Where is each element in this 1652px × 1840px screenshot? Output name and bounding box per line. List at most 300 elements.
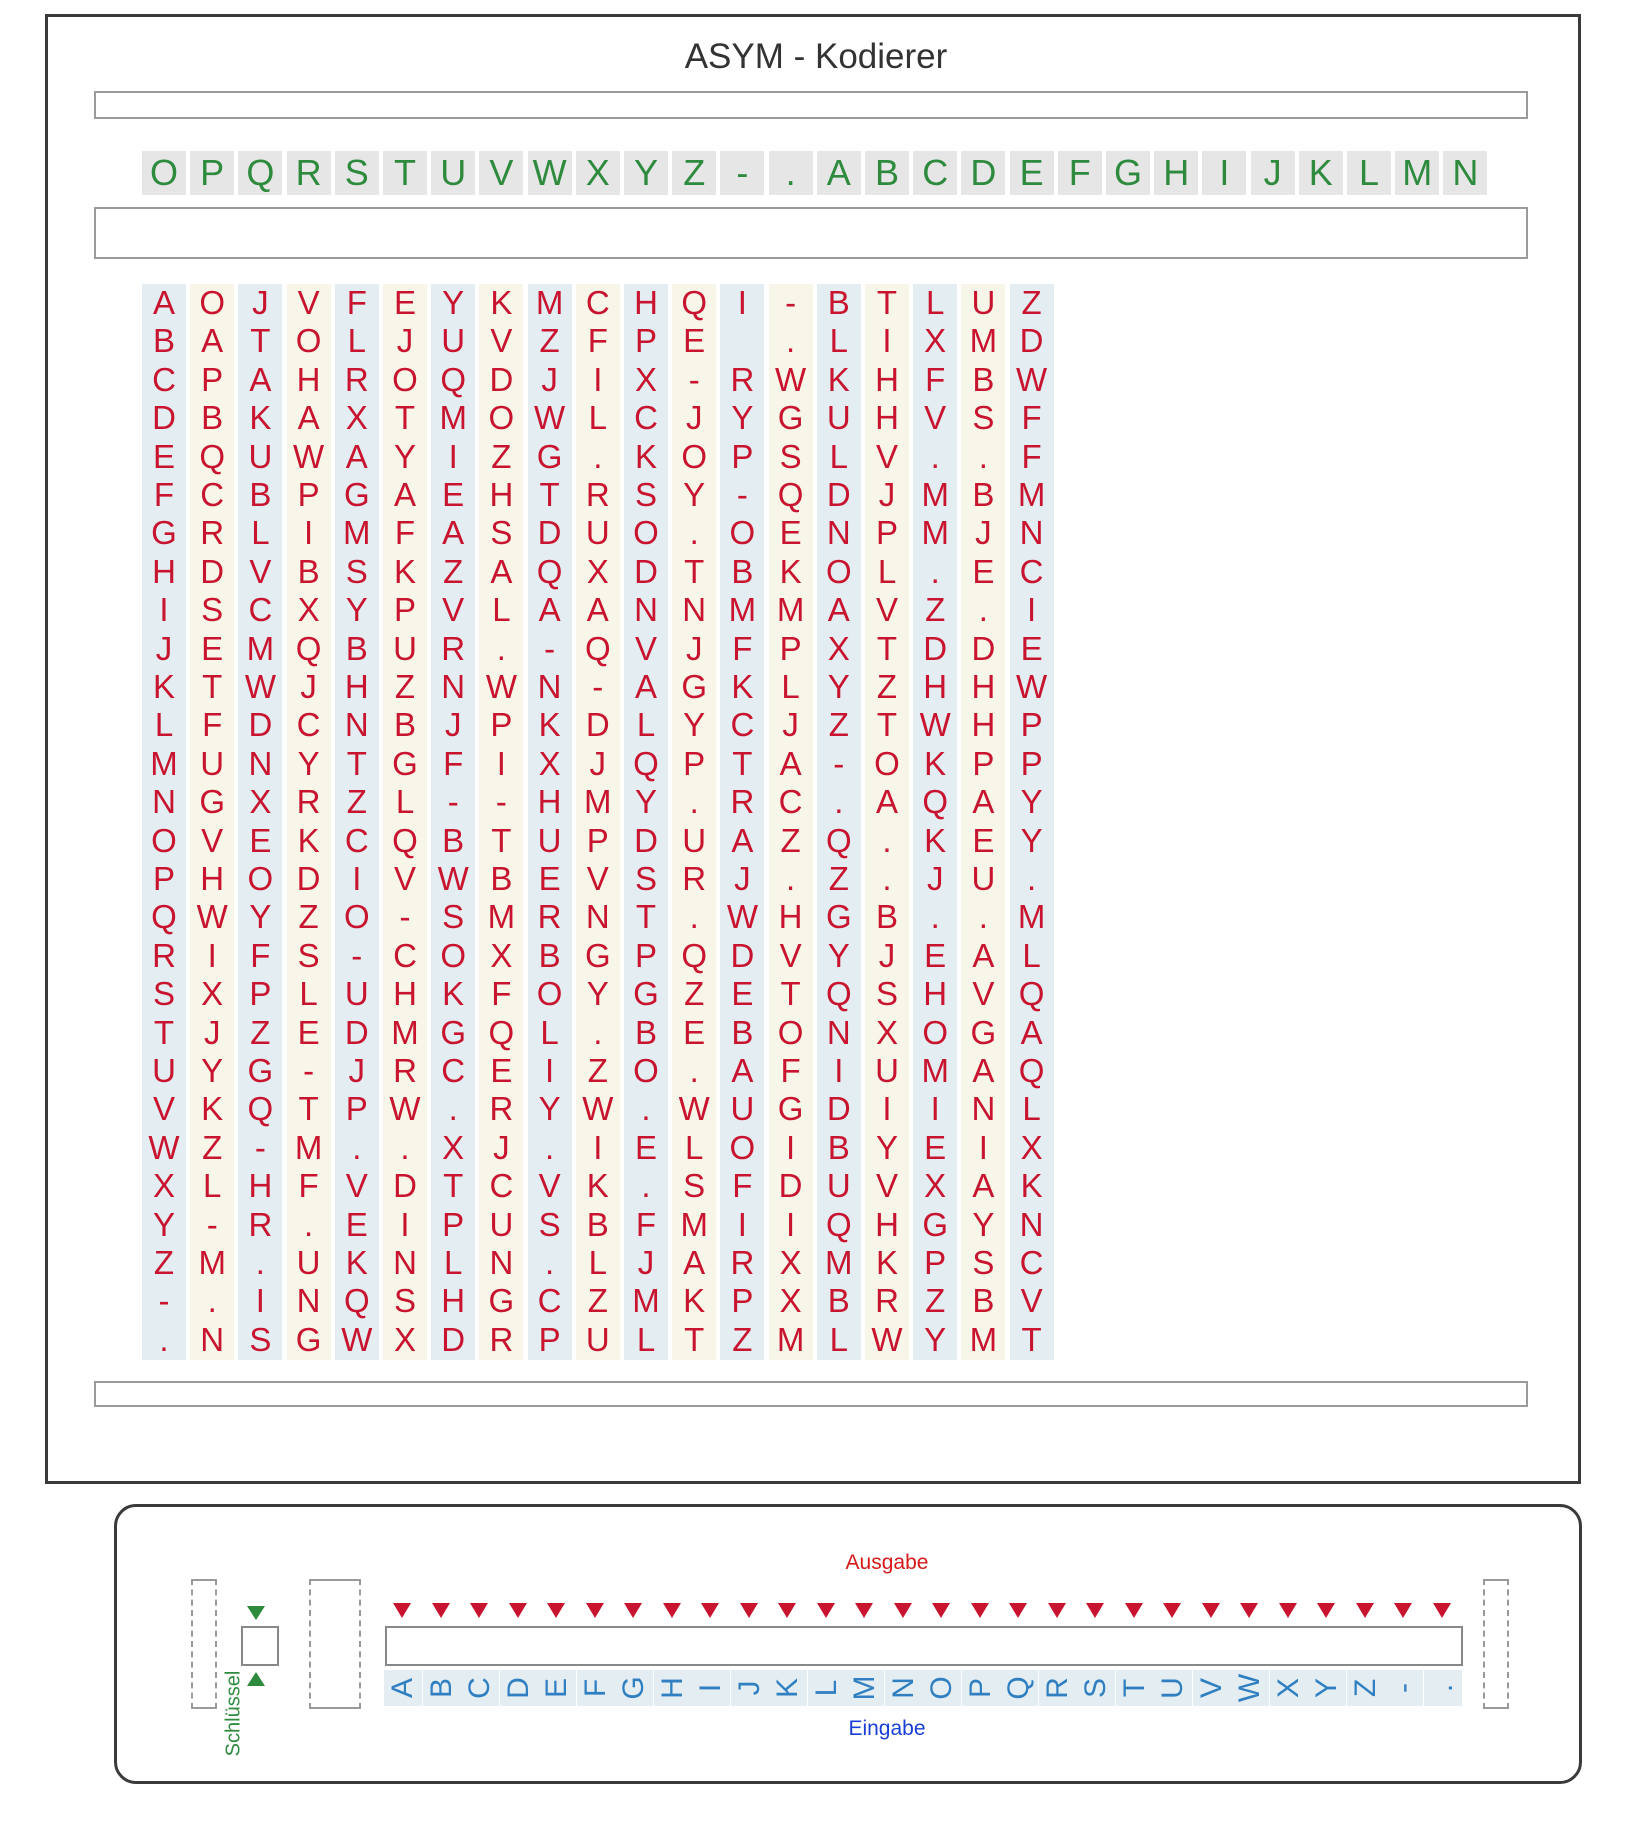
cipher-letter: . [786, 860, 796, 897]
cipher-letter: A [972, 1167, 995, 1205]
cipher-letter: N [489, 1244, 514, 1281]
output-arrow-icon [932, 1603, 950, 1618]
cipher-letter: D [248, 706, 273, 744]
cipher-letter: V [1020, 1282, 1043, 1320]
cipher-letter: K [634, 437, 657, 475]
input-letter[interactable]: D [500, 1670, 538, 1706]
cipher-letter: T [684, 1320, 705, 1358]
cipher-letter: . [496, 629, 506, 667]
cipher-letter: W [341, 1320, 373, 1358]
cipher-letter: N [248, 744, 273, 782]
cipher-letter: G [295, 1320, 322, 1358]
cipher-letter: I [882, 322, 892, 360]
cipher-letter: O [874, 744, 900, 782]
cipher-letter: K [779, 552, 802, 590]
cipher-letter: P [683, 744, 706, 782]
cipher-letter: M [439, 399, 467, 437]
cipher-letter: E [924, 1128, 947, 1166]
cipher-letter: U [971, 284, 996, 321]
cipher-letter: M [728, 591, 757, 629]
input-letter[interactable]: N [885, 1670, 923, 1706]
cipher-letter: I [882, 1090, 892, 1128]
cipher-letter: P [731, 437, 754, 475]
cipher-letter: M [391, 1013, 419, 1051]
cipher-letter: I [786, 1205, 796, 1243]
cipher-letter: M [343, 514, 371, 552]
cipher-letter: N [344, 706, 369, 744]
cipher-letter: R [682, 860, 707, 897]
input-letter[interactable]: A [384, 1670, 422, 1706]
cipher-letter: Q [392, 821, 418, 859]
cipher-letter: I [737, 284, 747, 321]
cipher-letter: . [689, 783, 699, 821]
cipher-letter: S [442, 898, 465, 936]
cipher-letter: A [345, 437, 368, 475]
cipher-letter: B [972, 476, 995, 513]
input-letter[interactable]: - [1385, 1670, 1423, 1706]
cipher-letter: - [399, 898, 411, 936]
cipher-letter: O [777, 1013, 804, 1051]
cipher-letter: L [347, 322, 366, 360]
cipher-letter: X [634, 360, 657, 398]
cipher-letter: Y [586, 975, 609, 1013]
cipher-letter: F [732, 629, 753, 667]
cipher-letter: T [684, 552, 705, 590]
cipher-letter: A [1020, 1013, 1043, 1051]
output-arrow-icon [663, 1603, 681, 1618]
cipher-letter: Z [443, 552, 464, 590]
cipher-letter: X [538, 744, 561, 782]
cipher-letter: L [685, 1128, 704, 1166]
cipher-letter: B [393, 706, 416, 744]
cipher-letter: . [689, 898, 699, 936]
cipher-letter: B [297, 552, 320, 590]
key-letter: L [1347, 151, 1391, 195]
cipher-letter: S [634, 476, 657, 513]
input-letter[interactable]: K [769, 1670, 807, 1706]
key-letter: . [769, 151, 813, 195]
cipher-letter: V [297, 284, 320, 321]
key-letter: R [287, 151, 331, 195]
output-arrow-icon [1048, 1603, 1066, 1618]
cipher-letter: L [829, 437, 848, 475]
cipher-letter: R [730, 360, 755, 398]
cipher-letter: H [537, 783, 562, 821]
cipher-letter: J [878, 936, 896, 974]
cipher-letter: H [296, 360, 321, 398]
cipher-letter: S [779, 437, 802, 475]
cipher-column [190, 284, 234, 1360]
cipher-letter: Z [732, 1320, 753, 1358]
cipher-letter: I [207, 936, 217, 974]
cipher-column [769, 284, 813, 1360]
cipher-letter: M [535, 284, 564, 321]
key-letter: X [576, 151, 620, 195]
cipher-letter: X [1020, 1128, 1043, 1166]
cipher-letter: E [634, 1128, 657, 1166]
cipher-letter: O [199, 284, 226, 321]
input-letter[interactable]: G [615, 1670, 653, 1706]
cipher-letter: G [970, 1013, 997, 1051]
cipher-letter: O [633, 514, 659, 552]
cipher-letter: E [924, 936, 947, 974]
cipher-letter: A [731, 1052, 754, 1089]
cipher-letter: A [490, 552, 513, 590]
cipher-letter: J [348, 1052, 366, 1089]
cipher-letter: J [493, 1128, 510, 1166]
output-arrow-icon [1356, 1603, 1374, 1618]
cipher-letter: I [496, 744, 506, 782]
cipher-letter: Y [297, 744, 320, 782]
cipher-letter: W [293, 437, 325, 475]
input-letter[interactable]: T [1116, 1670, 1154, 1706]
cipher-letter: U [489, 1205, 514, 1243]
output-slot-top[interactable] [94, 91, 1528, 119]
cipher-letter: M [921, 1052, 949, 1089]
cipher-letter: - [158, 1282, 170, 1320]
cipher-letter: R [393, 1052, 417, 1089]
input-label: Eingabe [848, 1717, 926, 1740]
cipher-letter: L [877, 552, 897, 590]
cipher-letter: P [442, 1205, 465, 1243]
cipher-letter: . [593, 437, 603, 475]
cipher-letter: B [249, 476, 272, 513]
cipher-letter: L [299, 975, 318, 1013]
cipher-letter: L [636, 706, 656, 744]
output-arrow-icon [1009, 1603, 1027, 1618]
cipher-letter: I [978, 1128, 988, 1166]
input-letter[interactable]: I [692, 1670, 730, 1706]
cipher-letter: Q [440, 360, 467, 398]
cipher-letter: B [731, 552, 754, 590]
cipher-letter: D [489, 360, 514, 398]
input-letter[interactable]: R [1039, 1670, 1077, 1706]
cipher-letter: L [588, 1244, 607, 1281]
cipher-letter: L [781, 668, 800, 705]
cipher-letter: N [585, 898, 610, 936]
cipher-letter: D [152, 399, 176, 437]
cipher-letter: X [827, 629, 850, 667]
cipher-letter: F [1021, 399, 1042, 437]
cipher-letter: V [249, 552, 272, 590]
cipher-letter: L [829, 322, 848, 360]
input-letter[interactable]: O [923, 1670, 961, 1706]
cipher-letter: Q [247, 1090, 274, 1128]
input-letter[interactable]: Z [1347, 1670, 1385, 1706]
key-letter: K [1299, 151, 1343, 195]
output-arrow-icon [1317, 1603, 1335, 1618]
output-arrow-icon [1394, 1603, 1412, 1618]
cipher-letter: I [834, 1052, 844, 1089]
cipher-letter: V [634, 629, 657, 667]
cipher-letter: T [298, 1090, 319, 1128]
key-letter: P [190, 151, 234, 195]
cipher-letter: . [545, 1244, 555, 1281]
output-arrow-icon [817, 1603, 835, 1618]
cipher-letter: K [345, 1244, 368, 1281]
cipher-letter: M [1017, 476, 1046, 513]
cipher-letter: S [152, 975, 175, 1013]
cipher-letter: Q [922, 783, 949, 821]
cipher-letter: U [585, 514, 610, 552]
cipher-letter: . [689, 514, 699, 552]
cipher-letter: F [635, 1205, 657, 1243]
cipher-letter: N [537, 668, 562, 705]
cipher-column [528, 284, 572, 1360]
cipher-letter: Y [345, 591, 368, 629]
cipher-letter: H [152, 552, 176, 590]
cipher-letter: T [394, 399, 416, 437]
output-arrow-icon [1279, 1603, 1297, 1618]
input-letter[interactable]: X [1270, 1670, 1308, 1706]
cipher-letter: V [345, 1167, 368, 1205]
cipher-letter: Y [634, 783, 657, 821]
cipher-letter: Y [201, 1052, 224, 1089]
cipher-letter: B [731, 1013, 754, 1051]
cipher-letter: L [926, 284, 945, 321]
cipher-letter: Z [684, 975, 705, 1013]
cipher-letter: E [972, 821, 995, 859]
cipher-letter: G [633, 975, 659, 1013]
input-letter[interactable]: M [846, 1670, 884, 1706]
cipher-letter: D [971, 629, 996, 667]
cipher-letter: W [196, 898, 228, 936]
cipher-letter: N [1019, 1205, 1044, 1243]
output-arrow-icon [624, 1603, 642, 1618]
input-letter[interactable]: B [423, 1670, 461, 1706]
cipher-letter: Q [151, 898, 177, 936]
output-slot-bottom[interactable] [94, 1381, 1528, 1407]
cipher-letter: Q [681, 936, 708, 974]
cipher-letter: Y [1020, 821, 1043, 859]
cipher-letter: A [731, 821, 754, 859]
cipher-letter: R [248, 1205, 273, 1243]
output-arrow-icon [470, 1603, 488, 1618]
cipher-letter: E [779, 514, 802, 552]
cipher-letter: L [588, 399, 607, 437]
cipher-letter: B [538, 936, 561, 974]
cipher-letter: H [923, 975, 948, 1013]
cipher-letter: R [875, 1282, 899, 1320]
cipher-letter: K [1020, 1167, 1043, 1205]
cipher-letter: Z [587, 1052, 608, 1089]
cipher-letter: S [393, 1282, 416, 1320]
cipher-letter: O [536, 975, 563, 1013]
input-letter[interactable]: U [1154, 1670, 1192, 1706]
key-down-arrow[interactable] [247, 1606, 265, 1620]
cipher-letter: M [921, 476, 949, 513]
cipher-letter: J [541, 360, 558, 398]
cipher-letter: B [201, 399, 224, 437]
input-letter[interactable]: J [731, 1670, 769, 1706]
cipher-letter: C [441, 1052, 466, 1089]
cipher-letter: P [586, 821, 609, 859]
cipher-letter: D [537, 514, 562, 552]
output-arrow-icon [855, 1603, 873, 1618]
cipher-letter: W [1016, 668, 1048, 705]
cipher-letter: H [875, 1205, 899, 1243]
cipher-letter: R [537, 898, 562, 936]
cipher-letter: P [634, 322, 657, 360]
cipher-column [238, 284, 282, 1360]
cipher-letter: O [247, 860, 274, 897]
cipher-letter: - [495, 783, 507, 821]
output-label: Ausgabe [845, 1551, 929, 1574]
input-letter[interactable]: Q [1000, 1670, 1038, 1706]
cipher-letter: Q [825, 975, 852, 1013]
cipher-letter: J [300, 668, 317, 705]
cipher-letter: D [923, 629, 948, 667]
cipher-letter: W [244, 668, 276, 705]
cipher-letter: B [827, 1282, 850, 1320]
input-letter[interactable]: L [808, 1670, 846, 1706]
cipher-letter: P [875, 514, 898, 552]
cipher-letter: Z [153, 1244, 175, 1281]
cipher-letter: O [440, 936, 467, 974]
cipher-letter: D [634, 552, 658, 590]
key-window[interactable] [241, 1626, 279, 1666]
cipher-letter: . [255, 1244, 265, 1281]
end-frame-right [1483, 1579, 1509, 1709]
cipher-letter: P [924, 1244, 947, 1281]
cipher-letter: N [200, 1320, 225, 1358]
cipher-letter: V [972, 975, 995, 1013]
cipher-letter: A [779, 744, 802, 782]
cipher-letter: . [978, 591, 988, 629]
cipher-letter: J [734, 860, 751, 897]
input-letter[interactable]: P [962, 1670, 1000, 1706]
cipher-letter [720, 322, 764, 360]
cipher-letter: A [827, 591, 850, 629]
cipher-letter: V [490, 322, 513, 360]
cipher-letter: U [344, 975, 369, 1013]
cipher-column [961, 284, 1005, 1360]
cipher-letter: Q [825, 821, 852, 859]
output-arrow-icon [509, 1603, 527, 1618]
cipher-letter: . [1027, 860, 1037, 897]
cipher-letter: C [1019, 552, 1044, 590]
cipher-letter: K [827, 360, 850, 398]
device-output-slot[interactable] [385, 1626, 1463, 1666]
cipher-letter: R [296, 783, 321, 821]
cipher-letter: M [776, 1320, 805, 1358]
input-letter[interactable]: S [1077, 1670, 1115, 1706]
cipher-letter: T [443, 1167, 464, 1205]
input-letter[interactable]: . [1424, 1670, 1462, 1706]
key-letter: N [1443, 151, 1487, 195]
cipher-letter: . [304, 1205, 314, 1243]
cipher-letter: S [201, 591, 224, 629]
cipher-letter: Y [972, 1205, 995, 1243]
cipher-letter: B [490, 860, 513, 897]
cipher-letter: K [297, 821, 320, 859]
input-slot[interactable] [94, 207, 1528, 259]
cipher-letter: X [442, 1128, 465, 1166]
output-arrow-icon [1433, 1603, 1451, 1618]
cipher-letter: I [448, 437, 458, 475]
cipher-letter: W [437, 860, 469, 897]
key-up-arrow[interactable] [247, 1672, 265, 1686]
cipher-letter: P [538, 1320, 561, 1358]
input-letter[interactable]: E [538, 1670, 576, 1706]
cipher-letter: Y [827, 668, 850, 705]
cipher-letter: M [246, 629, 275, 667]
cipher-letter: B [827, 1128, 850, 1166]
cipher-letter: I [352, 860, 362, 897]
cipher-letter: S [249, 1320, 272, 1358]
input-letter[interactable]: F [577, 1670, 615, 1706]
cipher-letter: J [878, 476, 896, 513]
cipher-letter: L [154, 706, 174, 744]
cipher-column [383, 284, 427, 1360]
cipher-letter: . [207, 1282, 217, 1320]
cipher-letter: U [296, 1244, 321, 1281]
cipher-letter: W [775, 360, 807, 398]
key-letter: V [479, 151, 523, 195]
cipher-letter: H [875, 360, 899, 398]
cipher-letter: J [926, 860, 944, 897]
cipher-letter: A [442, 514, 465, 552]
cipher-letter: D [393, 1167, 417, 1205]
cipher-letter: E [393, 284, 416, 321]
cipher-letter: G [392, 744, 418, 782]
cipher-letter: X [152, 1167, 175, 1205]
cipher-letter: . [593, 1013, 603, 1051]
cipher-letter: J [155, 629, 173, 667]
input-letter[interactable]: C [461, 1670, 499, 1706]
cipher-letter: M [487, 898, 516, 936]
cipher-letter: L [203, 1167, 222, 1205]
cipher-letter: P [201, 360, 224, 398]
cipher-letter: O [729, 514, 756, 552]
output-arrow-icon [701, 1603, 719, 1618]
input-letter[interactable]: W [1231, 1670, 1269, 1706]
cipher-letter: Q [295, 629, 322, 667]
cipher-letter: Z [394, 668, 416, 705]
cipher-letter: T [876, 629, 898, 667]
cipher-letter: E [201, 629, 224, 667]
cipher-letter: M [921, 514, 949, 552]
cipher-letter: Y [827, 936, 850, 974]
cipher-letter: K [683, 1282, 706, 1320]
cipher-letter: J [975, 514, 992, 552]
cipher-letter: N [826, 1013, 851, 1051]
cipher-letter: I [786, 1128, 796, 1166]
cipher-letter: F [780, 1052, 801, 1089]
cipher-letter: M [969, 322, 998, 360]
cipher-letter: W [678, 1090, 710, 1128]
cipher-letter: - [206, 1205, 218, 1243]
cipher-letter: Y [1020, 783, 1043, 821]
cipher-letter: U [248, 437, 273, 475]
cipher-letter: O [295, 322, 322, 360]
cipher-column [913, 284, 957, 1360]
cipher-letter: W [919, 706, 951, 744]
cipher-letter: A [634, 668, 657, 705]
input-letter[interactable]: Y [1308, 1670, 1346, 1706]
input-letter[interactable]: V [1193, 1670, 1231, 1706]
cipher-letter: U [730, 1090, 755, 1128]
encoder-panel [45, 14, 1581, 1484]
cipher-letter: V [393, 860, 416, 897]
cipher-letter: V [201, 821, 224, 859]
cipher-letter: Q [343, 1282, 370, 1320]
cipher-letter: E [683, 322, 706, 360]
cipher-letter: H [248, 1167, 273, 1205]
input-letter[interactable]: H [654, 1670, 692, 1706]
cipher-letter: F [587, 322, 608, 360]
cipher-letter: D [778, 1167, 803, 1205]
